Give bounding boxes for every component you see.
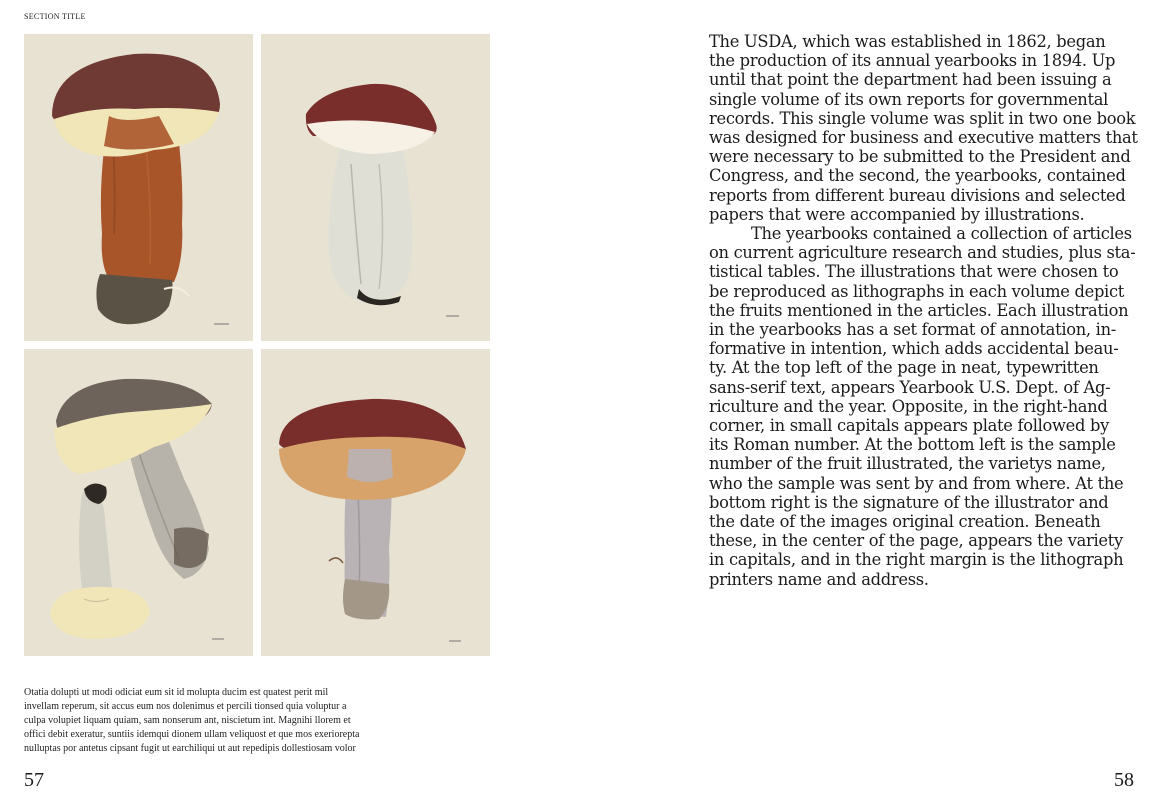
- body-line: ty. At the top left of the page in neat, typewritten: [709, 358, 1099, 378]
- body-line: was designed for business and executive matters that: [709, 128, 1138, 148]
- mushroom-plate-4: [261, 349, 490, 656]
- body-line: papers that were accompanied by illustrations.: [709, 204, 1085, 224]
- body-line: be reproduced as lithographs in each volume depict: [709, 281, 1125, 301]
- body-line: corner, in small capitals appears plate followed by: [709, 416, 1109, 436]
- body-line: on current agriculture research and studies, plus sta-: [709, 243, 1136, 263]
- caption-line: Otatia dolupti ut modi odiciat eum sit id molupta ducim est quatest perit mil: [24, 687, 329, 698]
- body-line: printers name and address.: [709, 569, 929, 589]
- caption-line: nulluptas por antetus cipsant fugit ut earchiliqui ut aut repedipis dollestiosam volor: [24, 743, 356, 754]
- body-line: were necessary to be submitted to the President and: [709, 147, 1131, 167]
- body-line: records. This single volume was split in two one book: [709, 108, 1136, 128]
- caption-line: offici debit exeratur, suntiis idemqui dionem ullam veliquost et que mos exeriorepta: [24, 729, 360, 740]
- body-line: in capitals, and in the right margin is the lithograph: [709, 550, 1124, 570]
- body-line: reports from different bureau divisions and selected: [709, 185, 1126, 205]
- caption-line: culpa volupiet liquam quiam, sam nonserum ant, niscietum int. Magnihi llorem et: [24, 715, 351, 726]
- image-caption: [24, 686, 449, 756]
- body-line: its Roman number. At the bottom left is the sample: [709, 435, 1116, 455]
- mushroom-illustration-4: [261, 349, 490, 656]
- mushroom-plate-1: [24, 34, 253, 341]
- body-line: tistical tables. The illustrations that were chosen to: [709, 262, 1119, 282]
- body-line: The yearbooks contained a collection of articles: [751, 224, 1132, 244]
- body-line: who the sample was sent by and from where. At the: [709, 473, 1124, 493]
- section-title: SECTION TITLE: [24, 12, 86, 21]
- mushroom-plate-3: [24, 349, 253, 656]
- mushroom-illustration-1: [24, 34, 253, 341]
- body-line: riculture and the year. Opposite, in the right-hand: [709, 396, 1108, 416]
- page-number-right: 58: [1114, 769, 1134, 791]
- body-line: in the yearbooks has a set format of annotation, in-: [709, 320, 1116, 340]
- mushroom-illustration-3: [24, 349, 253, 656]
- body-line: until that point the department had been issuing a: [709, 70, 1112, 90]
- mushroom-illustration-2: [261, 34, 490, 341]
- body-line: these, in the center of the page, appears the variety: [709, 531, 1123, 551]
- body-line: bottom right is the signature of the illustrator and: [709, 492, 1109, 512]
- body-line: formative in intention, which adds accidental beau-: [709, 339, 1119, 359]
- body-line: Congress, and the second, the yearbooks, contained: [709, 166, 1126, 186]
- body-line: single volume of its own reports for governmental: [709, 89, 1109, 109]
- body-line: sans-serif text, appears Yearbook U.S. Dept. of Ag-: [709, 377, 1111, 397]
- mushroom-plate-2: [261, 34, 490, 341]
- body-line: the date of the images original creation. Beneath: [709, 512, 1101, 532]
- body-text: [709, 32, 1149, 589]
- body-line: number of the fruit illustrated, the varietys name,: [709, 454, 1106, 474]
- page-number-left: 57: [24, 769, 44, 791]
- caption-line: invellam reperum, sit accus eum nos dolenimus et percili tionsed quia voluptur a: [24, 701, 347, 712]
- body-line: the production of its annual yearbooks in 1894. Up: [709, 51, 1116, 71]
- body-line: the fruits mentioned in the articles. Each illustration: [709, 300, 1129, 320]
- body-line: The USDA, which was established in 1862, began: [709, 32, 1106, 51]
